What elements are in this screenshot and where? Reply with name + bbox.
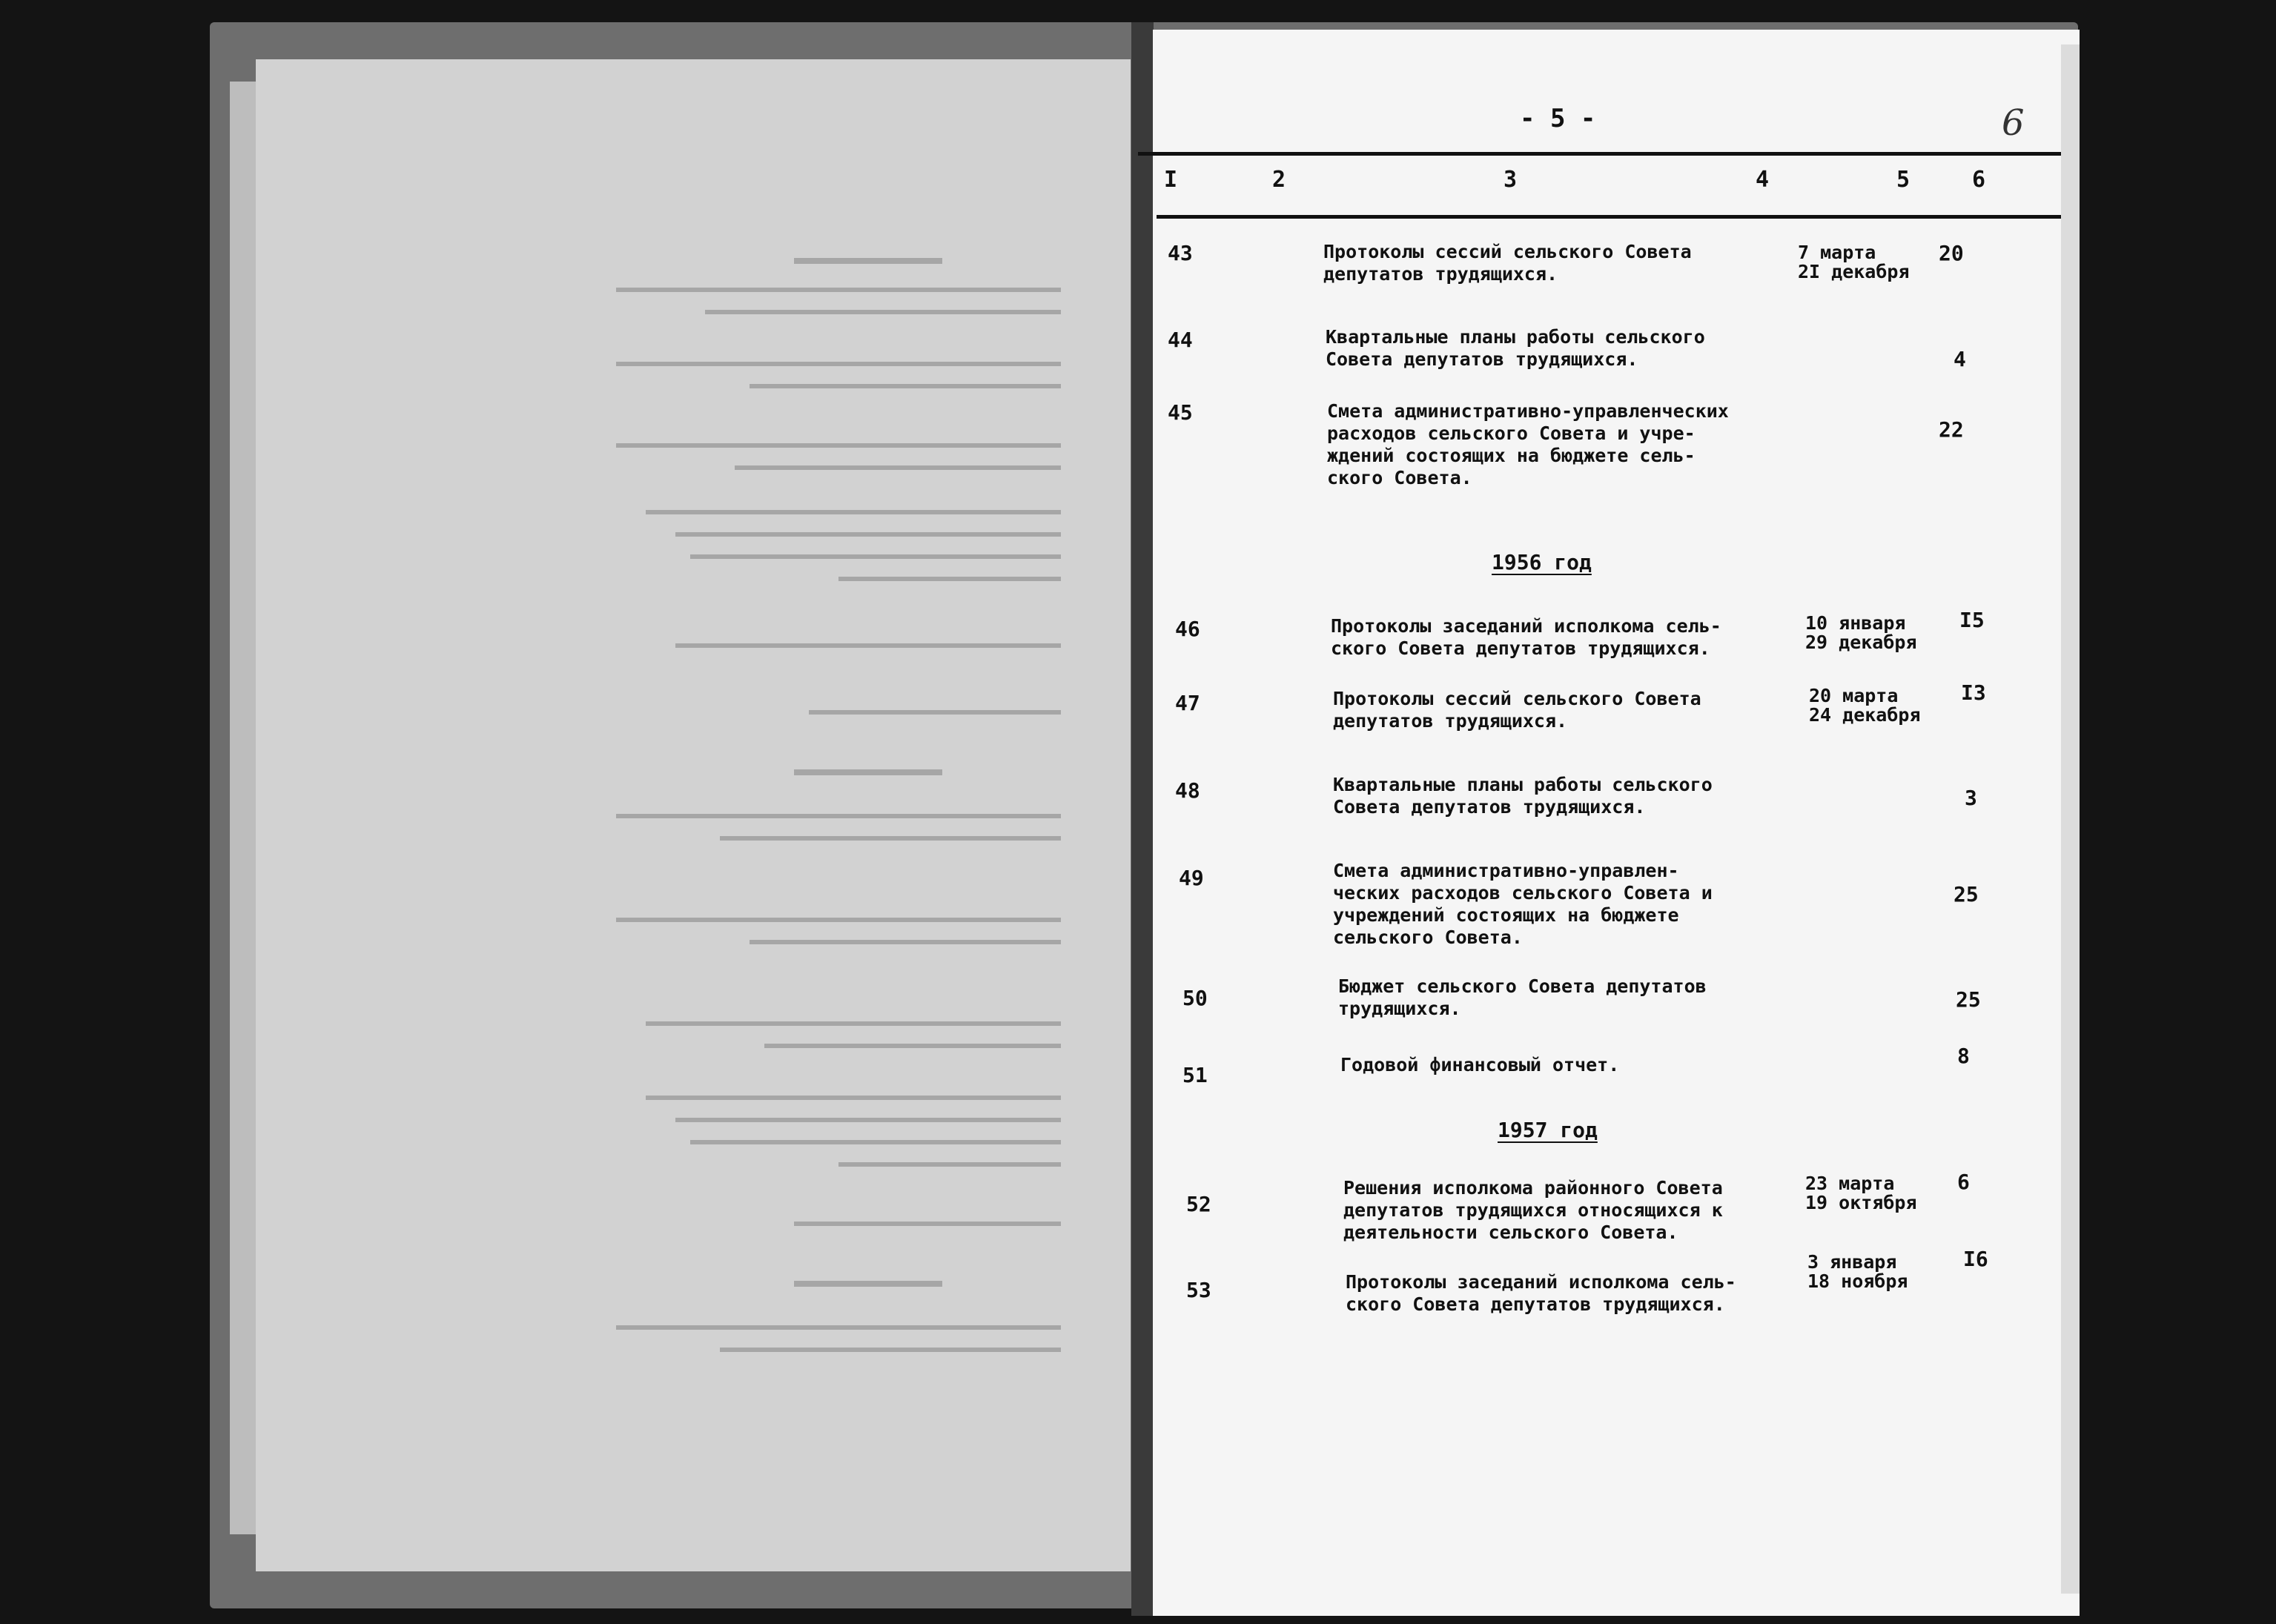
bleedthrough-lines [542,258,1076,1370]
right-page-edge [2061,44,2080,1594]
row-number: 49 [1179,866,1204,890]
table-header-rule [1157,215,2061,219]
row-dates: 23 марта 19 октября [1805,1173,1917,1213]
row-sheets: 20 [1939,241,1964,265]
row-title: Квартальные планы работы сельского Совета депутатов трудящихся. [1326,326,1705,370]
row-number: 50 [1182,986,1208,1010]
row-dates: 7 марта 2I декабря [1798,242,1910,282]
row-number: 46 [1175,617,1200,641]
row-title: Протоколы заседаний исполкома сель- ского Совета депутатов трудящихся. [1331,615,1721,659]
row-title: Годовой финансовый отчет. [1340,1054,1620,1076]
row-sheets: 4 [1954,347,1966,371]
row-dates: 3 января 18 ноября [1807,1251,1908,1292]
row-number: 47 [1175,691,1200,715]
row-number: 52 [1186,1192,1211,1216]
row-number: 51 [1182,1063,1208,1087]
row-sheets: 25 [1956,987,1981,1012]
row-title: Протоколы заседаний исполкома сель- ского Совета депутатов трудящихся. [1346,1271,1736,1315]
row-sheets: 3 [1965,786,1977,810]
book-gutter [1131,22,1154,1616]
row-sheets: I5 [1959,608,1985,632]
row-number: 53 [1186,1278,1211,1302]
col-header-6: 6 [1972,167,1986,193]
row-sheets: 22 [1939,417,1964,442]
row-title: Протоколы сессий сельского Совета депутатов трудящихся. [1323,241,1692,285]
col-header-1: I [1164,167,1178,193]
col-header-4: 4 [1756,167,1770,193]
row-sheets: I6 [1963,1247,1988,1271]
bleedthrough-marks [563,237,1097,1349]
row-title: Протоколы сессий сельского Совета депутатов трудящихся. [1333,688,1701,732]
row-number: 45 [1168,400,1193,425]
row-sheets: 25 [1954,882,1979,907]
table-top-rule [1138,152,2061,156]
page-number: - 5 - [1520,104,1596,133]
col-header-3: 3 [1503,167,1518,193]
row-title: Смета административно-управлен- ческих расходов сельского Совета и учреждений состоящих на бюджете сельского Совета. [1333,860,1713,948]
col-header-2: 2 [1272,167,1286,193]
row-dates: 20 марта 24 декабря [1809,685,1921,726]
row-dates: 10 января 29 декабря [1805,612,1917,653]
row-title: Квартальные планы работы сельского Совета депутатов трудящихся. [1333,774,1713,818]
row-number: 44 [1168,328,1193,352]
handwritten-sheet-number: 6 [2002,102,2025,144]
year-heading: 1956 год [1492,550,1592,574]
row-number: 48 [1175,778,1200,803]
row-title: Решения исполкома районного Совета депутатов трудящихся относящихся к деятельности сельского Совета. [1343,1177,1723,1243]
row-number: 43 [1168,241,1193,265]
year-heading: 1957 год [1498,1118,1598,1142]
col-header-5: 5 [1896,167,1911,193]
row-title: Бюджет сельского Совета депутатов трудящихся. [1338,975,1707,1019]
row-sheets: 6 [1957,1170,1970,1194]
row-sheets: 8 [1957,1044,1970,1068]
row-title: Смета административно-управленческих расходов сельского Совета и учре- ждений состоящих на бюджете сель- ского Совета. [1327,400,1729,488]
left-page-edge [230,82,259,1534]
row-sheets: I3 [1961,680,1986,705]
